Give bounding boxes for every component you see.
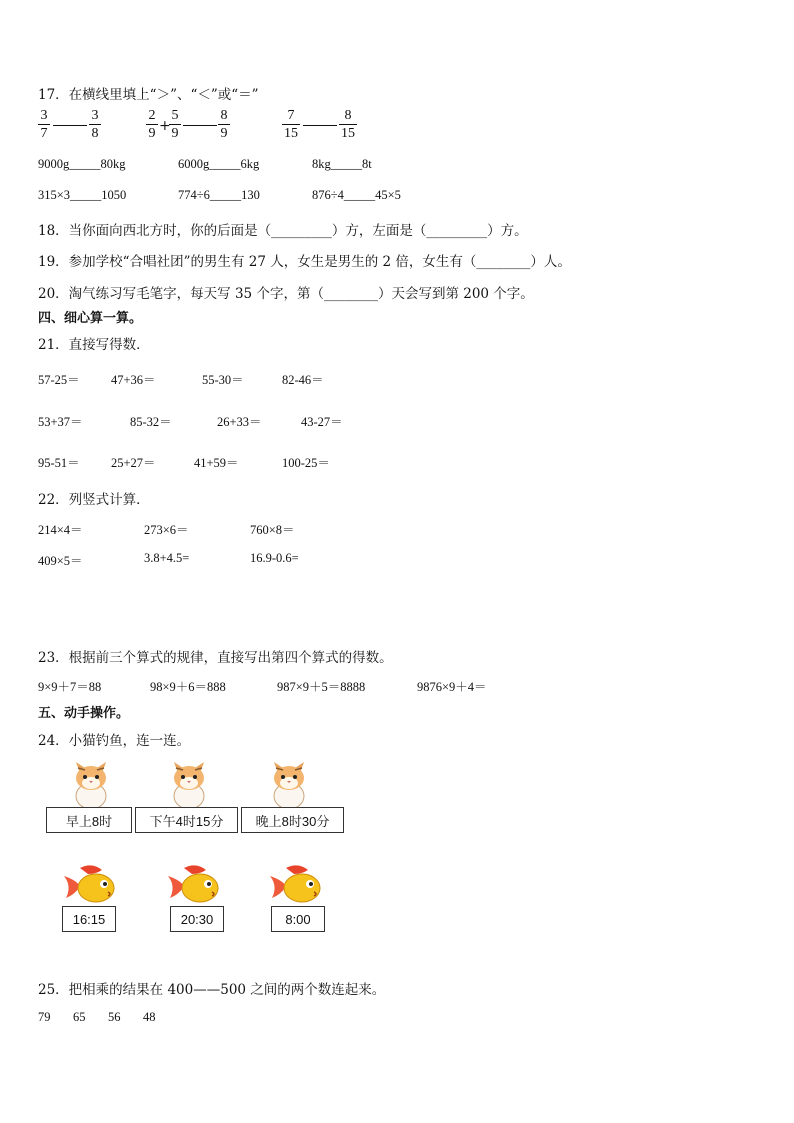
denominator: 9 (220, 126, 228, 141)
q22-item: 273×6＝ (144, 523, 189, 537)
cat-time-label[interactable]: 下午4时15分 (135, 807, 238, 833)
fraction-7-15 (282, 108, 300, 141)
q17-compare-5: 774÷6_____130 (178, 188, 260, 202)
q21-item: 55-30＝ (202, 373, 244, 387)
cat-time-label[interactable]: 晚上8时30分 (241, 807, 344, 833)
numerator: 7 (287, 108, 295, 123)
numerator: 5 (171, 108, 179, 123)
q23-item: 987×9＋5＝8888 (277, 680, 366, 694)
numerator: 8 (344, 108, 352, 123)
q23-title: 23．根据前三个算式的规律，直接写出第四个算式的得数。 (38, 650, 393, 666)
q21-item: 95-51＝ (38, 456, 80, 470)
fraction-5-9 (169, 108, 181, 141)
fraction-3-8 (89, 108, 101, 141)
q17-compare-1: 9000g_____80kg (38, 157, 126, 171)
q22-title: 22．列竖式计算． (38, 492, 150, 508)
q25-title: 25．把相乘的结果在 400——500 之间的两个数连起来。 (38, 982, 386, 998)
q22-item: 409×5＝ (38, 554, 83, 568)
q21-item: 26+33＝ (217, 415, 262, 429)
cat-icon (266, 754, 312, 808)
q21-item: 41+59＝ (194, 456, 239, 470)
q22-item: 16.9-0.6= (250, 551, 299, 565)
q22-item: 214×4＝ (38, 523, 83, 537)
q25-number[interactable]: 56 (108, 1010, 121, 1024)
fish-icon (166, 864, 222, 908)
q21-item: 53+37＝ (38, 415, 83, 429)
blank-line[interactable] (303, 125, 337, 126)
fish-time-label[interactable]: 8:00 (271, 906, 325, 932)
fraction-3-7 (38, 108, 50, 141)
denominator: 8 (91, 126, 99, 141)
numerator: 2 (148, 108, 156, 123)
q22-item: 760×8＝ (250, 523, 295, 537)
numerator: 8 (220, 108, 228, 123)
q25-number[interactable]: 65 (73, 1010, 86, 1024)
blank-line[interactable] (183, 125, 217, 126)
q21-item: 47+36＝ (111, 373, 156, 387)
fraction-2-9 (146, 108, 158, 141)
q21-item: 57-25＝ (38, 373, 80, 387)
blank-line[interactable] (53, 125, 87, 126)
q21-item: 43-27＝ (301, 415, 343, 429)
q23-item: 9×9＋7＝88 (38, 680, 102, 694)
q20-text: 20．淘气练习写毛笔字，每天写 35 个字，第（________）天会写到第 200 个字。 (38, 286, 534, 302)
q23-item: 9876×9＋4＝ (417, 680, 487, 694)
section-4-heading: 四、细心算一算。 (38, 311, 143, 326)
q21-item: 100-25＝ (282, 456, 330, 470)
section-5-heading: 五、动手操作。 (38, 706, 130, 721)
q21-item: 85-32＝ (130, 415, 172, 429)
denominator: 15 (284, 126, 298, 141)
cat-icon (166, 754, 212, 808)
denominator: 15 (341, 126, 355, 141)
q23-item: 98×9＋6＝888 (150, 680, 226, 694)
fraction-8-9 (218, 108, 230, 141)
q24-title: 24．小猫钓鱼，连一连。 (38, 733, 191, 749)
q21-title: 21．直接写得数． (38, 337, 150, 353)
fish-icon (62, 864, 118, 908)
q21-item: 25+27＝ (111, 456, 156, 470)
denominator: 9 (171, 126, 179, 141)
cat-time-label[interactable]: 早上8时 (46, 807, 132, 833)
fish-icon (268, 864, 324, 908)
q17-compare-4: 315×3_____1050 (38, 188, 127, 202)
fish-time-label[interactable]: 20:30 (170, 906, 224, 932)
denominator: 7 (40, 126, 48, 141)
fish-time-label[interactable]: 16:15 (62, 906, 116, 932)
q25-number[interactable]: 79 (38, 1010, 51, 1024)
q17-title: 17．在横线里填上“＞”、“＜”或“＝” (38, 87, 259, 103)
numerator: 3 (40, 108, 48, 123)
q18-text: 18．当你面向西北方时，你的后面是（_________）方，左面是（_________）方。 (38, 223, 528, 239)
plus-sign: + (159, 118, 171, 134)
numerator: 3 (91, 108, 99, 123)
q22-item: 3.8+4.5= (144, 551, 190, 565)
denominator: 9 (148, 126, 156, 141)
q17-compare-3: 8kg_____8t (312, 157, 372, 171)
q17-compare-2: 6000g_____6kg (178, 157, 260, 171)
cat-icon (68, 754, 114, 808)
q21-item: 82-46＝ (282, 373, 324, 387)
q19-text: 19．参加学校“合唱社团”的男生有 27 人，女生是男生的 2 倍，女生有（________）人。 (38, 254, 571, 270)
q17-compare-6: 876÷4_____45×5 (312, 188, 401, 202)
q25-number[interactable]: 48 (143, 1010, 156, 1024)
fraction-8-15 (339, 108, 357, 141)
